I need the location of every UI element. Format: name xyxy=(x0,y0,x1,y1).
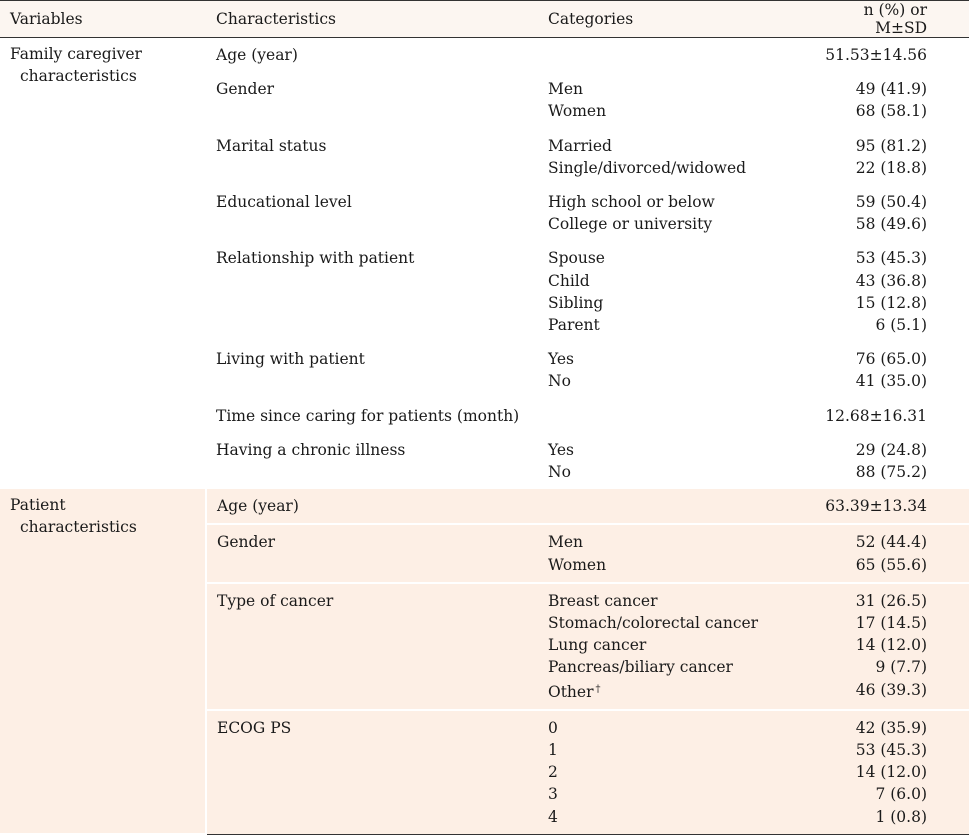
values-cell xyxy=(810,129,969,185)
header-value: n (%) or M±SD xyxy=(810,1,969,38)
category-text: 4 xyxy=(548,807,558,826)
category-text: No xyxy=(548,372,571,391)
values-cell xyxy=(810,38,969,73)
values-cell xyxy=(810,710,969,835)
category-label xyxy=(548,554,800,576)
characteristic-label: Time since caring for patients (month) xyxy=(216,406,520,425)
values-cell xyxy=(810,241,969,342)
value-text: 68 (58.1) xyxy=(855,102,927,121)
category-label xyxy=(548,461,800,483)
category-text: Yes xyxy=(548,350,575,369)
value-text: 29 (24.8) xyxy=(855,440,927,459)
value-text: 43 (36.8) xyxy=(855,271,927,290)
value-text: 15 (12.8) xyxy=(855,293,927,312)
characteristic-cell xyxy=(206,38,538,73)
characteristic-cell xyxy=(206,433,538,489)
characteristic-cell xyxy=(206,489,538,524)
categories-cell xyxy=(538,72,810,128)
category-label xyxy=(548,679,800,703)
category-label xyxy=(548,739,800,761)
values-cell xyxy=(810,489,969,524)
categories-cell xyxy=(538,399,810,433)
category-text: College or university xyxy=(548,215,713,234)
values-cell xyxy=(810,583,969,710)
category-label xyxy=(548,656,800,678)
categories-cell xyxy=(538,129,810,185)
category-label xyxy=(548,783,800,805)
category-text: Men xyxy=(548,80,584,99)
category-text: Women xyxy=(548,555,607,574)
header-variables: Variables xyxy=(0,1,206,38)
value-text: 53 (45.3) xyxy=(855,249,927,268)
categories-cell xyxy=(538,583,810,710)
footnote-dagger: † xyxy=(595,683,601,695)
characteristic-cell xyxy=(206,342,538,398)
characteristic-cell xyxy=(206,583,538,710)
value-text: 17 (14.5) xyxy=(855,614,927,633)
characteristic-label: Age (year) xyxy=(216,46,298,64)
value-text: 31 (26.5) xyxy=(855,591,927,610)
category-text: Lung cancer xyxy=(548,636,647,655)
category-text: No xyxy=(548,463,571,482)
category-label xyxy=(548,439,800,461)
characteristic-cell xyxy=(206,399,538,433)
value-text: 88 (75.2) xyxy=(855,463,927,482)
category-label xyxy=(548,531,800,553)
category-text: 0 xyxy=(548,718,558,737)
category-text: Yes xyxy=(548,440,575,459)
characteristic-cell xyxy=(206,72,538,128)
category-label xyxy=(548,370,800,392)
values-cell xyxy=(810,433,969,489)
value-text: 14 (12.0) xyxy=(855,763,927,782)
categories-cell xyxy=(538,38,810,73)
categories-cell xyxy=(538,241,810,342)
category-label xyxy=(548,135,800,157)
value-text: 51.53±14.56 xyxy=(825,46,927,64)
category-label xyxy=(548,270,800,292)
category-text: Stomach/colorectal cancer xyxy=(548,614,759,633)
value-text: 49 (41.9) xyxy=(855,80,927,99)
category-label xyxy=(548,100,800,122)
group-label-line: Patient xyxy=(10,496,66,515)
header-characteristics: Characteristics xyxy=(206,1,538,38)
value-text: 42 (35.9) xyxy=(855,718,927,737)
categories-cell xyxy=(538,342,810,398)
category-label xyxy=(548,717,800,739)
table-row xyxy=(0,38,969,73)
category-label xyxy=(548,634,800,656)
category-text: 2 xyxy=(548,763,558,782)
categories-cell xyxy=(538,524,810,582)
characteristic-label: ECOG PS xyxy=(217,718,292,737)
category-text: Breast cancer xyxy=(548,591,658,610)
values-cell xyxy=(810,524,969,582)
characteristic-cell xyxy=(206,524,538,582)
group-label-line: Family caregiver xyxy=(10,45,142,63)
characteristic-label: Type of cancer xyxy=(217,591,334,610)
header-categories: Categories xyxy=(538,1,810,38)
value-text: 12.68±16.31 xyxy=(825,406,927,425)
category-text: Single/divorced/widowed xyxy=(548,158,747,177)
characteristic-label: Age (year) xyxy=(217,497,299,516)
characteristic-cell xyxy=(206,129,538,185)
values-cell xyxy=(810,399,969,433)
table-row xyxy=(0,489,969,524)
value-text: 6 (5.1) xyxy=(875,316,927,335)
value-text: 14 (12.0) xyxy=(855,636,927,655)
value-text: 46 (39.3) xyxy=(855,680,927,699)
value-text: 53 (45.3) xyxy=(855,741,927,760)
category-label xyxy=(548,247,800,269)
category-label xyxy=(548,213,800,235)
category-text: 1 xyxy=(548,741,558,760)
characteristic-cell xyxy=(206,185,538,241)
category-label xyxy=(548,405,800,427)
characteristic-label: Educational level xyxy=(216,193,352,212)
caregiver-group xyxy=(0,38,969,490)
category-text: Men xyxy=(548,533,584,552)
category-label xyxy=(548,806,800,828)
category-text: Other xyxy=(548,682,594,701)
category-text: Child xyxy=(548,271,590,290)
category-text: High school or below xyxy=(548,193,715,212)
value-text: 41 (35.0) xyxy=(855,372,927,391)
categories-cell xyxy=(538,433,810,489)
category-label xyxy=(548,612,800,634)
group-label xyxy=(0,489,206,834)
characteristic-label: Marital status xyxy=(216,136,327,155)
values-cell xyxy=(810,342,969,398)
category-label xyxy=(548,761,800,783)
value-text: 7 (6.0) xyxy=(875,785,927,804)
characteristic-label: Having a chronic illness xyxy=(216,440,406,459)
characteristic-label: Gender xyxy=(217,533,276,552)
header-row xyxy=(0,1,969,38)
category-label xyxy=(548,191,800,213)
table-header xyxy=(0,1,969,38)
value-text: 59 (50.4) xyxy=(855,193,927,212)
value-text: 95 (81.2) xyxy=(855,136,927,155)
category-text: Sibling xyxy=(548,293,604,312)
category-label xyxy=(548,590,800,612)
category-label xyxy=(548,78,800,100)
group-label-line: characteristics xyxy=(20,67,137,86)
value-text: 22 (18.8) xyxy=(855,158,927,177)
category-text: Pancreas/biliary cancer xyxy=(548,658,733,677)
category-text: Married xyxy=(548,136,612,155)
values-cell xyxy=(810,185,969,241)
category-label xyxy=(548,44,800,66)
categories-cell xyxy=(538,489,810,524)
value-text: 9 (7.7) xyxy=(875,658,927,677)
category-text: Spouse xyxy=(548,249,605,268)
category-text: Parent xyxy=(548,316,600,335)
category-label xyxy=(548,495,800,517)
value-text: 65 (55.6) xyxy=(855,555,927,574)
category-label xyxy=(548,292,800,314)
patient-group xyxy=(0,489,969,834)
value-text: 63.39±13.34 xyxy=(825,497,927,516)
characteristic-label: Relationship with patient xyxy=(216,249,415,268)
value-text: 76 (65.0) xyxy=(855,350,927,369)
value-text: 58 (49.6) xyxy=(855,215,927,234)
category-label xyxy=(548,314,800,336)
group-label-line: characteristics xyxy=(20,518,137,537)
categories-cell xyxy=(538,185,810,241)
category-text: 3 xyxy=(548,785,558,804)
group-label xyxy=(0,38,206,490)
values-cell xyxy=(810,72,969,128)
category-label xyxy=(548,157,800,179)
value-text: 1 (0.8) xyxy=(875,807,927,826)
categories-cell xyxy=(538,710,810,835)
characteristic-cell xyxy=(206,241,538,342)
category-label xyxy=(548,348,800,370)
value-text: 52 (44.4) xyxy=(855,533,927,552)
category-text: Women xyxy=(548,102,607,121)
characteristic-cell xyxy=(206,710,538,835)
characteristic-label: Gender xyxy=(216,80,275,99)
characteristic-label: Living with patient xyxy=(216,350,365,369)
